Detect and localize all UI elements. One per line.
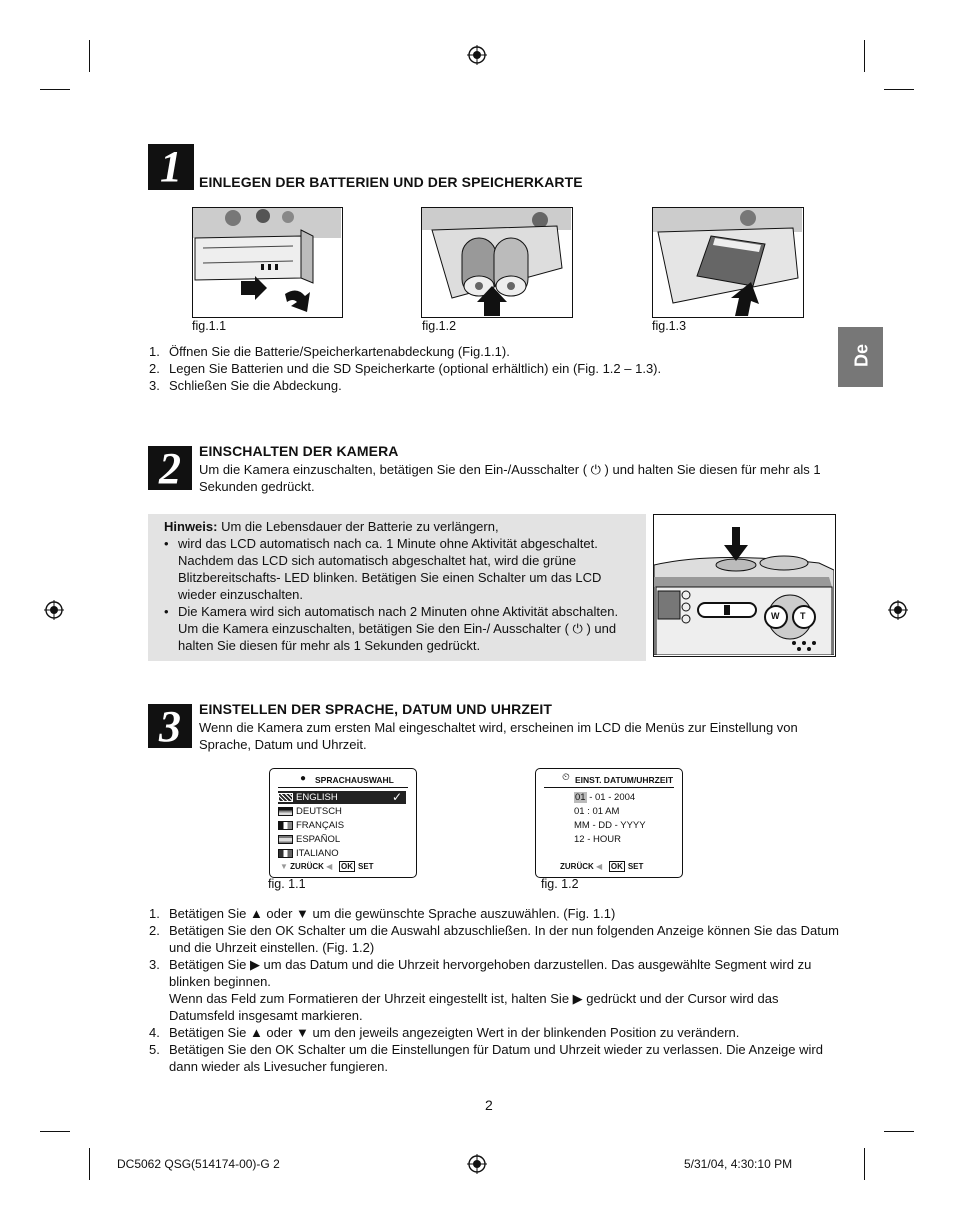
section-title: EINSTELLEN DER SPRACHE, DATUM UND UHRZEIT [199, 701, 553, 717]
crop-mark [89, 1148, 90, 1180]
footer-right: 5/31/04, 4:30:10 PM [684, 1157, 793, 1171]
sd-card-illustration [653, 208, 802, 316]
registration-mark-icon [467, 45, 487, 65]
section-body: Um die Kamera einzuschalten, betätigen Sie den Ein-/Ausschalter ( ⏻ ) und halten Sie diesen für mehr als 1 Sekunden gedrückt. [199, 462, 821, 494]
language-tab-label: De [851, 344, 872, 368]
registration-mark-icon [888, 600, 908, 620]
flag-it-icon [278, 849, 293, 858]
lcd-footer: ZURÜCK ◀ OK SET [560, 862, 644, 871]
list-item: 3. Betätigen Sie ▶ um das Datum und die Uhrzeit hervorgehoben darzustellen. Das ausgewählte Segment wird zu blinken beginnen. Wenn das Feld zum Formatieren der Uhrzeit eingestellt ist, halten Sie ▶ gedrückt und der Cursor wird das Datumsfeld insgesamt markieren. [149, 957, 812, 1023]
crop-mark [864, 1148, 865, 1180]
list-item: 2. Betätigen Sie den OK Schalter um die Auswahl abzuschließen. In der nun folgenden Anzeige können Sie das Datum und die Uhrzeit einstellen. (Fig. 1.2) [149, 923, 839, 955]
zoom-tele-label: T [800, 611, 806, 621]
list-item: 1. Betätigen Sie ▲ oder ▼ um die gewünschte Sprache auszuwählen. (Fig. 1.1) [149, 906, 616, 921]
section-body: Wenn die Kamera zum ersten Mal eingeschaltet wird, erscheinen im LCD die Menüs zur Einstellung von Sprache, Datum und Uhrzeit. [199, 720, 798, 752]
crop-mark [89, 40, 90, 72]
language-option[interactable]: ITALIANO [278, 847, 339, 860]
flag-es-icon [278, 835, 293, 844]
list-item: 2. Legen Sie Batterien und die SD Speicherkarte (optional erhältlich) ein (Fig. 1.2 – 1.3). [149, 361, 662, 376]
figure-power-button [653, 514, 836, 657]
time-value[interactable]: 01 : 01 AM [574, 806, 620, 817]
registration-mark-icon [467, 1154, 487, 1174]
note-list [164, 535, 636, 654]
date-day-highlight[interactable]: 01 [575, 792, 586, 803]
language-option[interactable]: DEUTSCH [278, 805, 342, 818]
camera-open-cover-illustration [193, 208, 341, 316]
language-option[interactable]: FRANÇAIS [278, 819, 344, 832]
hour-format-value[interactable]: 12 - HOUR [574, 834, 621, 845]
camera-top-illustration [654, 515, 834, 655]
lcd-language-menu [269, 768, 417, 878]
ok-button[interactable]: OK [341, 862, 353, 871]
list-item: 1. Öffnen Sie die Batterie/Speicherkartenabdeckung (Fig.1.1). [149, 344, 510, 359]
lcd-date-time-menu [535, 768, 683, 878]
language-option[interactable]: ESPAÑOL [278, 833, 340, 846]
ok-button[interactable]: OK [610, 862, 623, 871]
list-item: 3. Schließen Sie die Abdeckung. [149, 378, 342, 393]
section-title: EINSCHALTEN DER KAMERA [199, 443, 399, 459]
crop-mark [40, 1131, 70, 1132]
registration-mark-icon [44, 600, 64, 620]
figure-caption: fig.1.2 [422, 319, 457, 333]
lcd-menu-header: SPRACHAUSWAHL [315, 775, 394, 785]
list-item: • Die Kamera wird sich automatisch nach 2 Minuten ohne Aktivität abschalten. Um die Kamera einzuschalten, betätigen Sie den Ein-/ Ausschalter ( ⏻ ) und halten Sie diesen für mehr als 1 Sekunden gedrückt. [164, 603, 636, 654]
lcd-footer: ▼ ZURÜCK ◀ OK SET [280, 862, 374, 871]
lcd-rule [278, 787, 408, 788]
clock-icon: ⏲ [562, 772, 570, 783]
note-intro: Hinweis: Um die Lebensdauer der Batterie zu verlängern, [164, 519, 499, 534]
figure-caption: fig. 1.1 [268, 877, 306, 891]
check-icon: ✓ [391, 790, 402, 804]
lcd-rule [544, 787, 674, 788]
note-label: Hinweis: [164, 519, 218, 534]
zoom-wide-label: W [771, 611, 780, 621]
batteries-illustration [422, 208, 571, 316]
section-number-badge: 3 [148, 704, 192, 748]
flag-de-icon [278, 807, 293, 816]
list-item: 4. Betätigen Sie ▲ oder ▼ um den jeweils angezeigten Wert in der blinkenden Position zu verändern. [149, 1025, 740, 1040]
section-title: EINLEGEN DER BATTERIEN UND DER SPEICHERKARTE [199, 174, 583, 190]
list-item: 5. Betätigen Sie den OK Schalter um die Einstellungen für Datum und Uhrzeit wieder zu verlassen. Die Anzeige wird dann wieder als Livesucher fungieren. [149, 1042, 823, 1074]
date-format-value[interactable]: MM - DD - YYYY [574, 820, 646, 831]
section-number-badge: 2 [148, 446, 192, 490]
language-option-selected[interactable]: ENGLISH ✓ [278, 791, 406, 804]
figure-caption: fig.1.3 [652, 319, 687, 333]
section1-steps [149, 343, 829, 394]
date-value[interactable]: 01 - 01 - 2004 [575, 792, 636, 803]
crop-mark [40, 89, 70, 90]
crop-mark [884, 89, 914, 90]
crop-mark [864, 40, 865, 72]
crop-mark [884, 1131, 914, 1132]
figure-caption: fig.1.1 [192, 319, 227, 333]
figure-caption: fig. 1.2 [541, 877, 579, 891]
figure-insert-sd-card [652, 207, 804, 318]
language-icon: ● [300, 773, 307, 784]
flag-fr-icon [278, 821, 293, 830]
language-tab [838, 327, 883, 387]
flag-uk-icon [278, 793, 293, 802]
figure-insert-batteries [421, 207, 573, 318]
list-item: • wird das LCD automatisch nach ca. 1 Minute ohne Aktivität abgeschaltet. Nachdem das LCD sich automatisch abgeschaltet hat, wird die grüne Blitzbereitschafts- LED blinken. Betätigen Sie einen Schalter um das LCD wieder einzuschalten. [164, 535, 636, 603]
section3-steps [149, 905, 839, 1075]
page-number: 2 [485, 1097, 493, 1113]
lcd-menu-header: EINST. DATUM/UHRZEIT [575, 775, 674, 785]
footer-left: DC5062 QSG(514174-00)-G 2 [117, 1157, 280, 1171]
note-box [148, 514, 646, 661]
figure-open-cover [192, 207, 343, 318]
section-number-badge: 1 [148, 144, 194, 190]
